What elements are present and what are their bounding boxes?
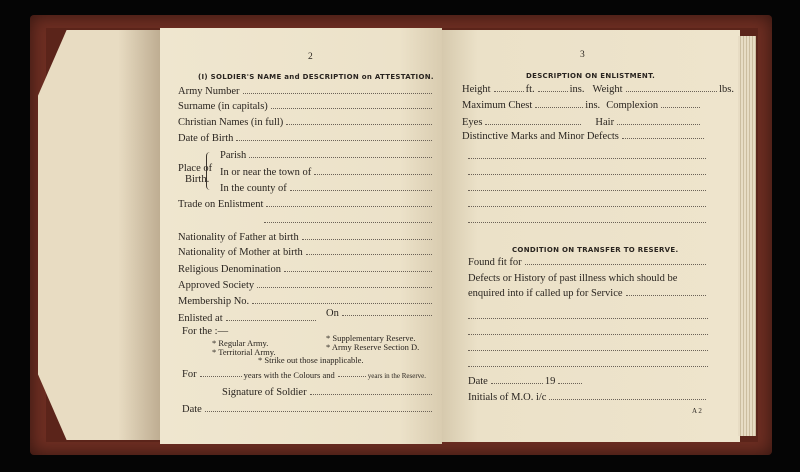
date-label: Date [182, 404, 202, 415]
army-number-field [243, 93, 432, 94]
enlisted-on-row [326, 308, 434, 319]
christian-names-row [178, 117, 434, 128]
enlisted-at-row [178, 313, 318, 324]
attestation-heading: (I) SOLDIER'S NAME and DESCRIPTION on ATTESTATION. [198, 73, 434, 81]
enlisted-at-label: Enlisted at [178, 313, 223, 324]
marks-line [468, 174, 706, 175]
weight-field [626, 91, 718, 92]
marks-line [468, 190, 706, 191]
defects-row [468, 288, 708, 299]
supplementary-reserve-option: * Supplementary Reserve. [326, 333, 416, 343]
county-field [290, 190, 432, 191]
mo-date-label: Date [468, 376, 488, 387]
chest-ins-label: ins. [585, 100, 601, 111]
chest-field [535, 107, 583, 108]
for-the-label: For the :— [182, 326, 229, 337]
signature-row [222, 387, 434, 398]
defects-line [468, 350, 708, 351]
christian-names-field [286, 124, 432, 125]
parish-label: Parish [220, 150, 247, 161]
enlisted-at-field [226, 320, 316, 321]
eyes-hair-row [462, 117, 702, 128]
page-number: 3 [580, 50, 585, 60]
signature-field [310, 394, 432, 395]
year-prefix: 19 [544, 376, 556, 387]
mo-initials-label: Initials of M.O. i/c [468, 392, 547, 403]
date-row [182, 404, 434, 415]
distinctive-marks-row [462, 131, 706, 142]
mo-date-field [491, 383, 543, 384]
enlisted-on-label: On [326, 308, 339, 319]
defects-text-2: enquired into if called up for Service [468, 288, 623, 299]
marks-line [468, 222, 706, 223]
surname-field [271, 108, 432, 109]
years-row [182, 369, 438, 380]
date-field [205, 411, 432, 412]
trade-extra-line [264, 222, 432, 223]
found-fit-row [468, 257, 708, 268]
hair-field [617, 124, 700, 125]
approved-society-label: Approved Society [178, 280, 255, 291]
army-number-label: Army Number [178, 86, 240, 97]
religious-denomination-field [284, 271, 432, 272]
nationality-mother-field [306, 254, 432, 255]
membership-no-field [252, 303, 432, 304]
place-of-birth-brace [206, 152, 213, 190]
religious-denomination-label: Religious Denomination [178, 264, 281, 275]
town-row [220, 167, 434, 178]
membership-no-label: Membership No. [178, 296, 250, 307]
years-reserve-label: years in the Reserve. [367, 372, 427, 380]
county-label: In the county of [220, 183, 287, 194]
army-number-row [178, 86, 434, 97]
place-of-birth-label: Place of [178, 163, 213, 174]
mo-initials-field [549, 399, 706, 400]
height-ins-field [538, 91, 568, 92]
trade-row [178, 199, 434, 210]
found-fit-field [525, 264, 706, 265]
description-heading: DESCRIPTION ON ENLISTMENT. [526, 72, 656, 80]
chest-complexion-row [462, 100, 702, 111]
hair-label: Hair [595, 117, 615, 128]
mo-date-row [468, 376, 608, 387]
nationality-mother-label: Nationality of Mother at birth [178, 247, 303, 258]
nationality-mother-row [178, 247, 434, 258]
height-weight-row [462, 84, 734, 95]
weight-label: Weight [592, 84, 623, 95]
christian-names-label: Christian Names (in full) [178, 117, 284, 128]
distinctive-marks-label: Distinctive Marks and Minor Defects [462, 131, 619, 142]
maximum-chest-label: Maximum Chest [462, 100, 533, 111]
approved-society-field [257, 287, 432, 288]
marks-line [468, 206, 706, 207]
defects-text-1: Defects or History of past illness which should be [468, 273, 678, 284]
defects-line [468, 334, 708, 335]
surname-row [178, 101, 434, 112]
ins-label: ins. [569, 84, 585, 95]
left-page [160, 28, 442, 444]
height-ft-field [494, 91, 524, 92]
trade-field [266, 206, 432, 207]
for-label: For [182, 369, 197, 380]
years-colours-label: years with the Colours and [243, 370, 335, 380]
mo-initials-row [468, 392, 708, 403]
army-reserve-option: * Army Reserve Section D. [326, 342, 420, 352]
right-page [442, 30, 740, 442]
regular-army-option: * Regular Army. [212, 338, 269, 348]
surname-label: Surname (in capitals) [178, 101, 268, 112]
nationality-father-label: Nationality of Father at birth [178, 232, 299, 243]
place-of-birth-label-2: Birth. [185, 174, 210, 185]
ft-label: ft. [525, 84, 535, 95]
nationality-father-row [178, 232, 434, 243]
complexion-field [661, 107, 700, 108]
page-block-edge [738, 36, 756, 436]
date-of-birth-row [178, 133, 434, 144]
years-reserve-field [338, 376, 366, 377]
territorial-army-option: * Territorial Army. [212, 347, 276, 357]
distinctive-marks-field [622, 138, 704, 139]
nationality-father-field [302, 239, 432, 240]
found-fit-label: Found fit for [468, 257, 522, 268]
parish-row [220, 150, 434, 161]
religious-denomination-row [178, 264, 434, 275]
complexion-label: Complexion [606, 100, 659, 111]
town-label: In or near the town of [220, 167, 312, 178]
approved-society-row [178, 280, 434, 291]
date-of-birth-label: Date of Birth [178, 133, 234, 144]
defects-line [468, 366, 708, 367]
marks-line [468, 158, 706, 159]
date-of-birth-field [236, 140, 432, 141]
signature-mark: A 2 [692, 407, 702, 415]
signature-label: Signature of Soldier [222, 387, 307, 398]
lbs-label: lbs. [719, 84, 734, 95]
condition-heading: CONDITION ON TRANSFER TO RESERVE. [512, 246, 679, 254]
county-row [220, 183, 434, 194]
eyes-label: Eyes [462, 117, 483, 128]
year-field [558, 383, 582, 384]
enlisted-on-field [342, 315, 432, 316]
page-number: 2 [308, 52, 313, 62]
years-colours-field [200, 376, 242, 377]
membership-no-row [178, 296, 434, 307]
defects-line [468, 318, 708, 319]
parish-field [249, 157, 432, 158]
eyes-field [485, 124, 581, 125]
defects-field [626, 295, 706, 296]
strike-out-note: * Strike out those inapplicable. [258, 355, 364, 365]
height-label: Height [462, 84, 491, 95]
town-field [314, 174, 432, 175]
trade-label: Trade on Enlistment [178, 199, 264, 210]
